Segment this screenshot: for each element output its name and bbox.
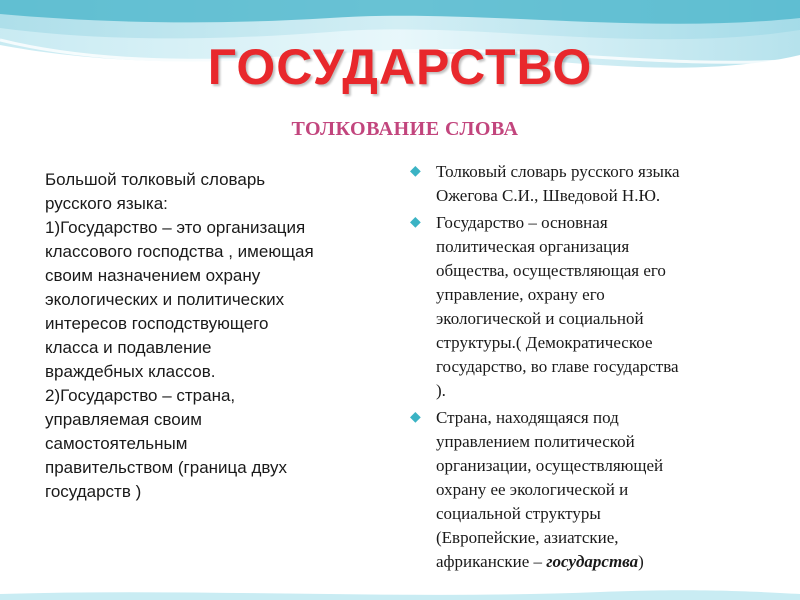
text-line: общества, осуществляющая его bbox=[436, 261, 666, 280]
text-line: (Европейские, азиатские, bbox=[436, 528, 619, 547]
list-item bbox=[410, 160, 750, 208]
text-line: управляемая своим bbox=[45, 410, 202, 429]
text-line: самостоятельным bbox=[45, 434, 188, 453]
text-line bbox=[436, 550, 750, 574]
text-line: государств ) bbox=[45, 482, 142, 501]
text-line: 1)Государство – это организация bbox=[45, 218, 306, 237]
page-subtitle: ТОЛКОВАНИЕ СЛОВА bbox=[291, 118, 519, 140]
text-line: Страна, находящаяся под bbox=[436, 408, 619, 427]
text-line: управление, охрану его bbox=[436, 285, 605, 304]
text-line: экологической и социальной bbox=[436, 309, 644, 328]
text-line: структуры.( Демократическое bbox=[436, 333, 653, 352]
text-line: экологических и политических bbox=[45, 290, 285, 309]
text-line: классового господства , имеющая bbox=[45, 242, 314, 261]
text-line: управлением политической bbox=[436, 432, 635, 451]
text-line: Ожегова С.И., Шведовой Н.Ю. bbox=[436, 186, 661, 205]
footer-wave-decoration bbox=[0, 588, 800, 600]
text-line: организации, осуществляющей bbox=[436, 456, 664, 475]
text-line: социальной структуры bbox=[436, 504, 601, 523]
text-line: ). bbox=[436, 381, 446, 400]
emphasized-word: государства bbox=[546, 552, 639, 571]
triangle-bullet-icon: ◆ bbox=[410, 410, 421, 425]
text-line: Государство – основная bbox=[436, 213, 608, 232]
page-title: ГОСУДАРСТВО bbox=[207, 39, 593, 95]
text-line: интересов господствующего bbox=[45, 314, 269, 333]
right-definition-list bbox=[410, 160, 750, 577]
text-line: правительством (граница двух bbox=[45, 458, 288, 477]
triangle-bullet-icon: ◆ bbox=[410, 215, 421, 230]
text-line: 2)Государство – страна, bbox=[45, 386, 236, 405]
text-line: враждебных классов. bbox=[45, 362, 216, 381]
text-line: Большой толковый словарь bbox=[45, 170, 266, 189]
triangle-bullet-icon: ◆ bbox=[410, 164, 421, 179]
text-fragment: ) bbox=[638, 552, 644, 571]
text-line: класса и подавление bbox=[45, 338, 212, 357]
list-item bbox=[410, 211, 750, 403]
left-definition-block bbox=[45, 168, 375, 504]
text-line: политическая организация bbox=[436, 237, 630, 256]
text-line: Толковый словарь русского языка bbox=[436, 162, 680, 181]
text-line: охрану ее экологической и bbox=[436, 480, 629, 499]
text-line: государство, во главе государства bbox=[436, 357, 679, 376]
text-fragment: африканские – bbox=[436, 552, 547, 571]
text-line: своим назначением охрану bbox=[45, 266, 261, 285]
list-item bbox=[410, 406, 750, 574]
text-line: русского языка: bbox=[45, 194, 168, 213]
